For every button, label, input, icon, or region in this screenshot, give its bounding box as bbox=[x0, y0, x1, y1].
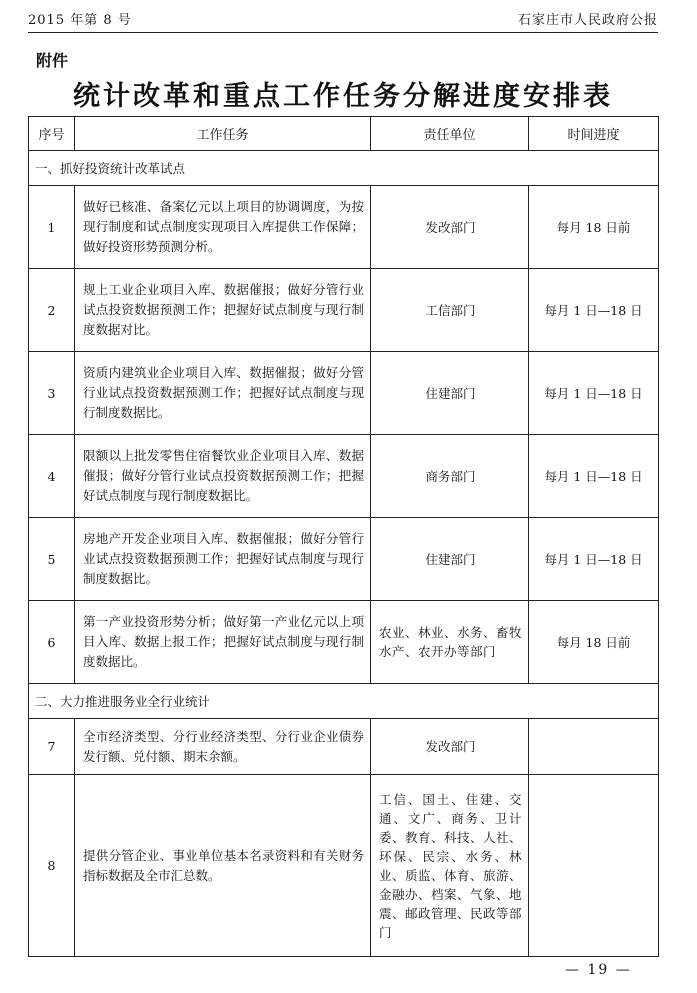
table-row bbox=[29, 775, 659, 957]
table-row bbox=[29, 518, 659, 601]
row-department: 工信部门 bbox=[371, 269, 529, 352]
running-header bbox=[28, 10, 658, 33]
row-task: 规上工业企业项目入库、数据催报；做好分管行业试点投资数据预测工作；把握好试点制度与现行制度数据对比。 bbox=[75, 269, 371, 352]
row-department: 发改部门 bbox=[371, 186, 529, 269]
publication-name: 石家庄市人民政府公报 bbox=[517, 13, 658, 28]
page-number: — 19 — bbox=[565, 962, 632, 978]
row-time: 每月 1 日—18 日 bbox=[529, 518, 659, 601]
row-number: 4 bbox=[29, 435, 75, 518]
table-row bbox=[29, 719, 659, 775]
row-number: 5 bbox=[29, 518, 75, 601]
row-time: 每月 1 日—18 日 bbox=[529, 352, 659, 435]
table-row bbox=[29, 352, 659, 435]
column-header-department: 责任单位 bbox=[371, 117, 529, 151]
row-department: 工信、国土、住建、交通、文广、商务、卫计委、教育、科技、人社、环保、民宗、水务、林业、质监、体育、旅游、金融办、档案、气象、地震、邮政管理、民政等部门 bbox=[371, 775, 529, 957]
row-number: 8 bbox=[29, 775, 75, 957]
row-task: 全市经济类型、分行业经济类型、分行业企业债券发行额、兑付额、期末余额。 bbox=[75, 719, 371, 775]
attachment-label: 附件 bbox=[36, 51, 69, 70]
section-heading: 一、抓好投资统计改革试点 bbox=[29, 151, 659, 186]
table-header-row bbox=[29, 117, 659, 151]
row-task: 资质内建筑业企业项目入库、数据催报；做好分管行业试点投资数据预测工作；把握好试点制度与现行制度数据比。 bbox=[75, 352, 371, 435]
page-title: 统计改革和重点工作任务分解进度安排表 bbox=[73, 81, 613, 112]
row-number: 3 bbox=[29, 352, 75, 435]
row-time: 每月 1 日—18 日 bbox=[529, 435, 659, 518]
row-number: 1 bbox=[29, 186, 75, 269]
table-row bbox=[29, 435, 659, 518]
task-schedule-table bbox=[28, 116, 659, 957]
row-time: 每月 1 日—18 日 bbox=[529, 269, 659, 352]
row-task: 提供分管企业、事业单位基本名录资料和有关财务指标数据及全市汇总数。 bbox=[75, 775, 371, 957]
row-number: 2 bbox=[29, 269, 75, 352]
row-department: 发改部门 bbox=[371, 719, 529, 775]
row-department: 商务部门 bbox=[371, 435, 529, 518]
column-header-number: 序号 bbox=[29, 117, 75, 151]
table-row bbox=[29, 269, 659, 352]
row-time: 每月 18 日前 bbox=[529, 186, 659, 269]
table-row bbox=[29, 186, 659, 269]
row-time: 每月 18 日前 bbox=[529, 601, 659, 684]
row-time bbox=[529, 775, 659, 957]
section-heading-row bbox=[29, 684, 659, 719]
row-task: 做好已核准、备案亿元以上项目的协调调度，为按现行制度和试点制度实现项目入库提供工作保障；做好投资形势预测分析。 bbox=[75, 186, 371, 269]
column-header-time: 时间进度 bbox=[529, 117, 659, 151]
issue-number: 2015 年第 8 号 bbox=[28, 13, 132, 28]
row-time bbox=[529, 719, 659, 775]
row-department: 住建部门 bbox=[371, 352, 529, 435]
row-department: 农业、林业、水务、畜牧水产、农开办等部门 bbox=[371, 601, 529, 684]
section-heading-row bbox=[29, 151, 659, 186]
section-heading: 二、大力推进服务业全行业统计 bbox=[29, 684, 659, 719]
row-department: 住建部门 bbox=[371, 518, 529, 601]
table-row bbox=[29, 601, 659, 684]
row-task: 限额以上批发零售住宿餐饮业企业项目入库、数据催报；做好分管行业试点投资数据预测工作；把握好试点制度与现行制度数据比。 bbox=[75, 435, 371, 518]
row-number: 6 bbox=[29, 601, 75, 684]
row-task: 房地产开发企业项目入库、数据催报；做好分管行业试点投资数据预测工作；把握好试点制度与现行制度数据比。 bbox=[75, 518, 371, 601]
column-header-task: 工作任务 bbox=[75, 117, 371, 151]
row-task: 第一产业投资形势分析；做好第一产业亿元以上项目入库、数据上报工作；把握好试点制度与现行制度数据比。 bbox=[75, 601, 371, 684]
row-number: 7 bbox=[29, 719, 75, 775]
